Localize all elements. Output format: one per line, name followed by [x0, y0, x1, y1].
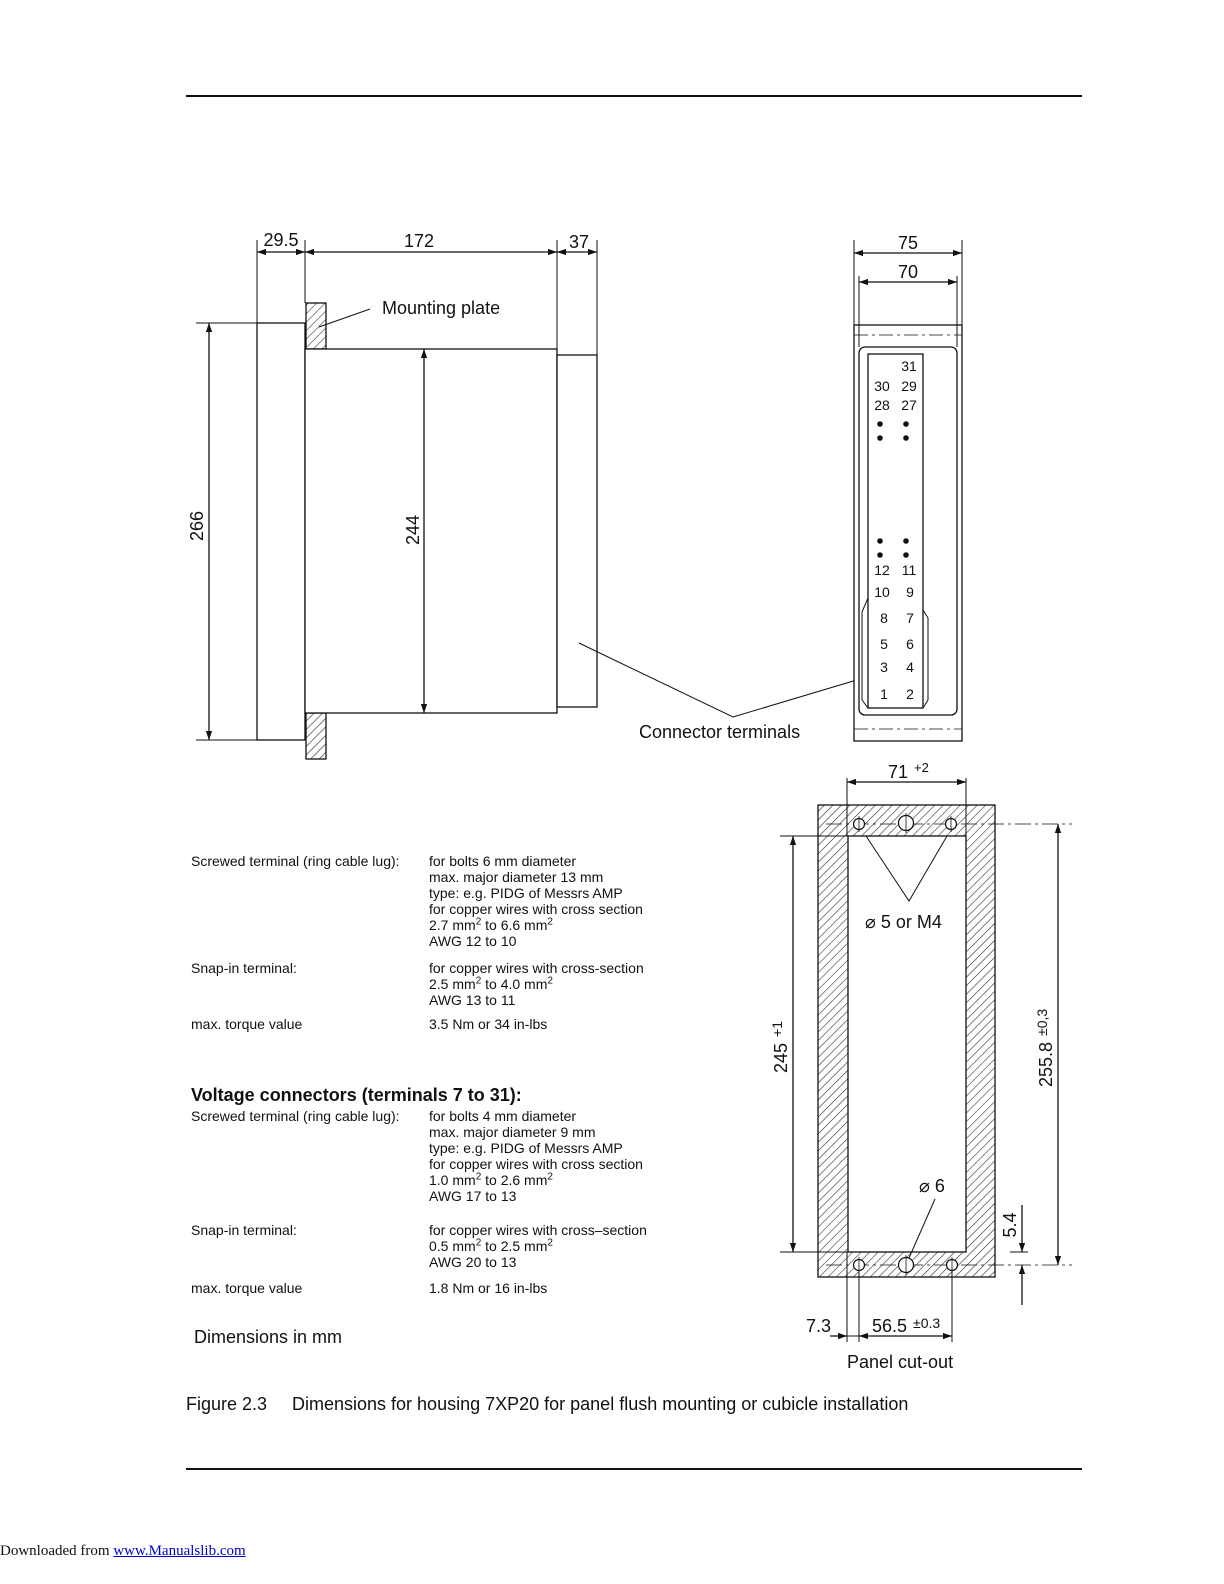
dim-56-5-label: 56.5 $^{\pm 0.3}$ — [872, 1315, 941, 1336]
voltage-connectors-title: Voltage connectors (terminals 7 to 31): — [191, 1085, 522, 1105]
spec-label: Snap-in terminal: — [191, 1222, 297, 1238]
spec-value: 1.8 Nm or 16 in-lbs — [429, 1280, 548, 1296]
spec-label: Screwed terminal (ring cable lug): — [191, 1108, 400, 1124]
spec-label: max. torque value — [191, 1280, 303, 1296]
dim-172-label: 172 — [403, 231, 435, 251]
dim-70-label: 70 — [897, 262, 919, 282]
spec-label: Snap-in terminal: — [191, 960, 297, 976]
spec-value: for bolts 4 mm diameter max. major diameter 9 mm type: e.g. PIDG of Messrs AMP for copper wires with cross section 1.0 $mm^2$ to 2.6 $mm^2$ AWG 17 to 13 — [429, 1108, 643, 1204]
terminal-number: 4 — [906, 659, 914, 675]
terminal-number: 27 — [901, 397, 917, 413]
footer-prefix: Downloaded from — [0, 1543, 114, 1559]
hole6-label: ⌀ 6 — [919, 1176, 945, 1196]
terminal-number: 9 — [906, 584, 914, 600]
download-footer — [0, 1543, 246, 1560]
mounting-plate-bottom — [306, 713, 326, 759]
terminal-number: 8 — [880, 610, 888, 626]
spec-value: for copper wires with cross-section 2.5 $mm^2$ to 4.0 $mm^2$ AWG 13 to 11 — [429, 960, 644, 1008]
terminal-number: 10 — [874, 584, 890, 600]
dim-75-label: 75 — [897, 233, 919, 253]
terminal-number: 29 — [901, 378, 917, 394]
figure-caption — [186, 1394, 908, 1415]
dim-71-label: 71 $^{+2}$ — [888, 760, 929, 782]
units-note: Dimensions in mm — [194, 1327, 343, 1347]
hole-label: ⌀ 5 or M4 — [865, 912, 942, 932]
mounting-plate-label: Mounting plate — [382, 298, 501, 318]
terminal-number: 31 — [901, 358, 917, 374]
side-view — [196, 240, 870, 759]
terminal-number: 5 — [880, 636, 888, 652]
terminal-number: 28 — [874, 397, 890, 413]
spec-value: for copper wires with cross–section 0.5 $mm^2$ to 2.5 $mm^2$ AWG 20 to 13 — [429, 1222, 647, 1270]
dim-266-label: 266 — [187, 510, 207, 542]
terminal-number: 2 — [906, 686, 914, 702]
panel-cutout — [780, 778, 1072, 1342]
terminal-number: 12 — [874, 562, 890, 578]
terminal-number: 3 — [880, 659, 888, 675]
dim-5-4-label: 5.4 — [1000, 1212, 1020, 1238]
dim-255-8-label: $255.8^{\pm 0,3}$ — [1034, 1008, 1056, 1087]
terminal-number: 30 — [874, 378, 890, 394]
connector-terminals-leader — [579, 643, 870, 717]
spec-label: Screwed terminal (ring cable lug): — [191, 853, 400, 869]
dim-244-label: 244 — [403, 514, 423, 546]
front-frame — [257, 323, 305, 740]
spec-value: 3.5 Nm or 34 in-lbs — [429, 1016, 548, 1032]
dim-245-label: $245^{+1}$ — [769, 1020, 791, 1073]
figure-number: Figure 2.3 — [186, 1394, 268, 1414]
connector-terminals-label: Connector terminals — [639, 722, 801, 742]
dim-7-3-label: 7.3 — [806, 1316, 832, 1336]
terminal-number: 1 — [880, 686, 888, 702]
terminal-number: 7 — [906, 610, 914, 626]
terminal-number: 6 — [906, 636, 914, 652]
figure-title: Dimensions for housing 7XP20 for panel flush mounting or cubicle installation — [292, 1394, 909, 1414]
housing-body — [305, 349, 557, 713]
spec-label: max. torque value — [191, 1016, 303, 1032]
dim-37-label: 37 — [568, 232, 590, 252]
panel-cutout-label: Panel cut-out — [847, 1352, 954, 1372]
spec-value: for bolts 6 mm diameter max. major diameter 13 mm type: e.g. PIDG of Messrs AMP for copper wires with cross section 2.7 $mm^2$ to 6.6 $mm^2$ AWG 12 to 10 — [429, 853, 643, 949]
manualslib-link[interactable]: www.Manualslib.com — [113, 1543, 246, 1559]
dim-29-5-label: 29.5 — [263, 230, 299, 250]
connector-block — [557, 355, 597, 707]
terminal-number: 11 — [901, 562, 917, 578]
